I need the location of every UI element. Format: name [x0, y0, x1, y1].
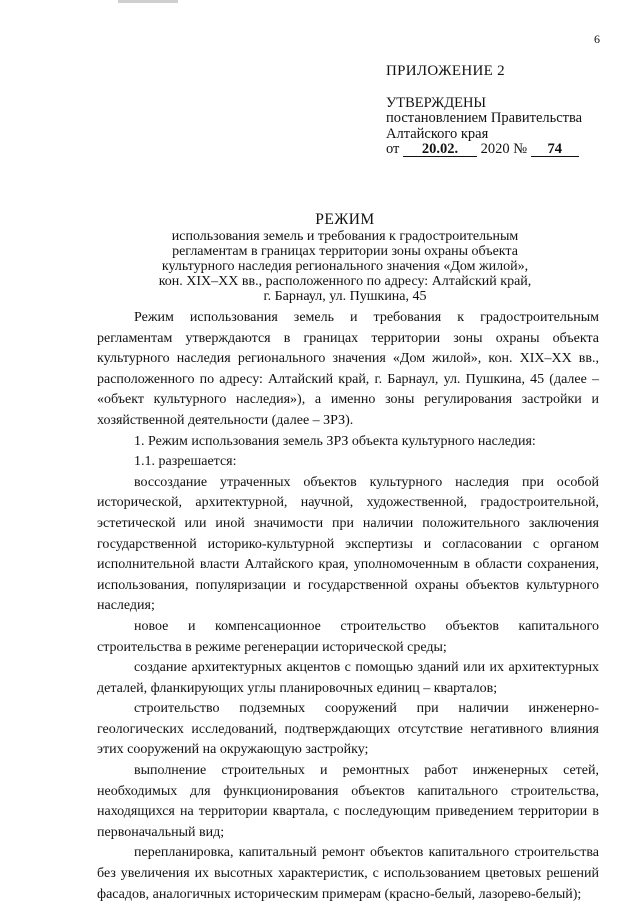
title-line: использования земель и требования к градостроительным [171, 229, 519, 244]
document-body [97, 308, 599, 905]
date-value: 20.02. [403, 142, 477, 157]
title-line: культурного наследия регионального значения «Дом жилой», [161, 259, 529, 274]
title-line: кон. XIX–XX вв., расположенного по адресу: Алтайский край, [158, 274, 532, 289]
title-line: г. Барнаул, ул. Пушкина, 45 [263, 289, 427, 304]
body-paragraph: перепланировка, капитальный ремонт объектов капитального строительства без увеличения их высотных характеристик, с использованием цветовых решений фасадов, аналогичных историческим примерам (красно-белый, лазорево-белый); [97, 845, 599, 902]
title-heading: РЕЖИМ [315, 211, 375, 228]
page-number: 6 [594, 32, 600, 46]
scan-artifact-mark [118, 0, 178, 3]
body-paragraph: 1. Режим использования земель ЗРЗ объекта культурного наследия: [134, 433, 536, 449]
approval-line-2: Алтайского края [386, 125, 489, 142]
appendix-label: ПРИЛОЖЕНИЕ 2 [386, 63, 505, 79]
body-paragraph: выполнение строительных и ремонтных работ инженерных сетей, необходимых для функционирования объектов капитального строительства, находящихся на территории квартала, с последующим приведением территории в первоначальный вид; [97, 763, 599, 840]
number-value: 74 [531, 142, 579, 157]
body-paragraph: воссоздание утраченных объектов культурного наследия при особой исторической, архитектурной, научной, художественной, градостроительной, эстетической или иной значимости при наличии положительного заключения государственной историко-культурной экспертизы и согласовании с органом исполнительной власти Алтайского края, уполномоченным в области сохранения, использования, популяризации и государственной охраны объектов культурного наследия; [97, 474, 599, 614]
body-paragraph: создание архитектурных акцентов с помощью зданий или их архитектурных деталей, фланкирующих углы планировочных единиц – кварталов; [97, 660, 599, 696]
body-paragraph: новое и компенсационное строительство объектов капитального строительства в режиме регенерации исторической среды; [97, 618, 599, 655]
year-text: 2020 № [480, 141, 528, 157]
body-paragraph: строительство подземных сооружений при наличии инженерно-геологических исследований, подтверждающих отсутствие негативного влияния этих сооружений на окружающую застройку; [97, 701, 599, 758]
title-line: регламентам в границах территории зоны охраны объекта [172, 244, 518, 259]
body-paragraph: Режим использования земель и требования к градостроительным регламентам утверждаются в границах территории зоны охраны объекта культурного наследия регионального значения «Дом жилой», кон. XIX–XX вв., расположенного по адресу: Алтайский край, г. Барнаул, ул. Пушкина, 45 (далее – «объект культурного наследия»), а именно зоны регулирования застройки и хозяйственной деятельности (далее – ЗРЗ). [97, 310, 599, 428]
date-prefix: от [386, 141, 400, 157]
approved-label: УТВЕРЖДЕНЫ [386, 94, 487, 111]
approval-block [386, 64, 582, 158]
body-paragraph: 1.1. разрешается: [134, 454, 237, 470]
approval-date-line [386, 142, 582, 158]
document-title [110, 212, 580, 304]
approval-line-1: постановлением Правительства [386, 110, 583, 126]
